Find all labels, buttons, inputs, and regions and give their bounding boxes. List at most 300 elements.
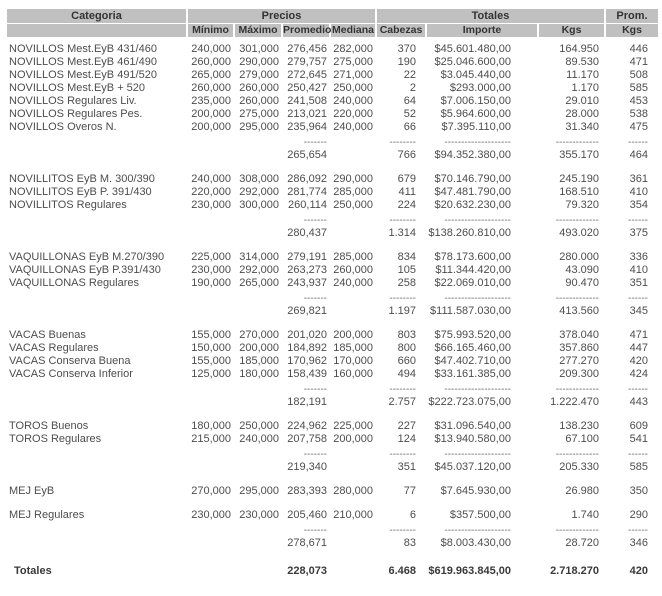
cell-kgs: 205.330 <box>559 461 599 473</box>
header-categoria-spacer <box>7 24 186 37</box>
cell-mediana <box>331 537 375 549</box>
spacer-row <box>7 474 658 484</box>
cell-prom-kgs: 420 <box>629 355 648 367</box>
cell-minimo <box>188 149 233 161</box>
cell-importe: $11.344.420,00 <box>435 264 511 276</box>
cell-maximo: 292,000 <box>239 186 279 198</box>
cell-categoria: NOVILLOS Regulares Pes. <box>9 108 143 120</box>
cell-cabezas: 224 <box>397 199 416 211</box>
cell-cabezas: 411 <box>398 186 416 198</box>
cell-importe: $619.963.845,00 <box>428 565 511 577</box>
cell-prom-kgs: 351 <box>629 277 648 289</box>
table-row <box>7 329 658 341</box>
separator-row <box>7 294 658 304</box>
cell-cabezas: 351 <box>397 461 416 473</box>
cell-kgs: 28.000 <box>565 108 599 120</box>
cell-maximo <box>235 216 281 226</box>
cell-categoria: VAQUILLONAS EyB P.391/430 <box>9 264 161 276</box>
cell-maximo <box>235 537 281 549</box>
cell-promedio: 213,021 <box>287 108 327 120</box>
cell-maximo: 290,000 <box>239 56 279 68</box>
table-row <box>7 485 658 497</box>
spacer-cell <box>7 561 658 564</box>
cell-mediana: 280,000 <box>333 485 373 497</box>
cell-kgs: 280.000 <box>559 251 599 263</box>
cell-cabezas: -------- <box>389 384 416 395</box>
cell-importe: -------------------- <box>444 384 511 395</box>
cell-categoria: NOVILLOS Regulares Liv. <box>9 95 137 107</box>
cell-prom-kgs: 290 <box>629 509 648 521</box>
table-row <box>7 95 658 107</box>
cell-maximo <box>235 461 281 473</box>
cell-promedio: ------- <box>303 293 327 304</box>
cell-prom-kgs: ------ <box>628 384 648 395</box>
cell-minimo <box>188 294 233 304</box>
cell-cabezas: 6 <box>409 509 416 521</box>
cell-categoria: TOROS Buenos <box>9 420 89 432</box>
subtotal-row <box>7 396 658 408</box>
cell-mediana <box>331 216 375 226</box>
cell-promedio: 170,962 <box>287 355 327 367</box>
cell-prom-kgs: 346 <box>629 537 648 549</box>
cell-cabezas: 2 <box>409 82 416 94</box>
cell-categoria: NOVILLITOS EyB M. 300/390 <box>9 173 155 185</box>
cell-importe: $293.000,00 <box>449 82 511 94</box>
cell-kgs: 43.090 <box>565 264 599 276</box>
cell-kgs: ------------- <box>555 384 599 395</box>
cell-cabezas: 105 <box>397 264 416 276</box>
cell-prom-kgs: 375 <box>629 227 648 239</box>
cell-prom-kgs: 354 <box>629 199 648 211</box>
cell-maximo: 230,000 <box>239 509 279 521</box>
cell-importe: $47.402.710,00 <box>434 355 511 367</box>
cell-cabezas: 6.468 <box>388 565 416 577</box>
cell-promedio: 207,758 <box>287 433 327 445</box>
cell-maximo: 240,000 <box>239 433 279 445</box>
table-row <box>7 277 658 289</box>
cell-promedio: 201,020 <box>287 329 327 341</box>
spacer-cell <box>7 162 658 172</box>
cell-minimo <box>188 385 233 395</box>
cell-prom-kgs: ------ <box>628 525 648 536</box>
cell-cabezas: 77 <box>403 485 416 497</box>
table-row <box>7 186 658 198</box>
cell-maximo: 265,000 <box>239 277 279 289</box>
cell-categoria <box>7 294 186 304</box>
cell-categoria: Totales <box>14 565 52 577</box>
header-kgs: Kgs <box>539 24 604 37</box>
cell-categoria: NOVILLITOS Regulares <box>9 199 127 211</box>
cell-prom-kgs: 345 <box>629 305 648 317</box>
header-cabezas: Cabezas <box>377 24 425 37</box>
cell-cabezas: 370 <box>397 43 416 55</box>
cell-promedio: 260,114 <box>288 199 327 211</box>
cell-importe: $7.006.150,00 <box>440 95 511 107</box>
cell-promedio: 286,092 <box>287 173 327 185</box>
cell-importe: $13.940.580,00 <box>434 433 511 445</box>
cell-kgs: 89.530 <box>565 56 599 68</box>
cell-maximo <box>235 526 281 536</box>
cell-mediana: 170,000 <box>333 355 373 367</box>
subtotal-row <box>7 461 658 473</box>
cell-mediana: 185,000 <box>333 342 373 354</box>
cell-maximo: 314,000 <box>239 251 279 263</box>
cell-importe: $7.645.930,00 <box>440 485 511 497</box>
cell-minimo: 125,000 <box>191 368 231 380</box>
cell-cabezas: 124 <box>397 433 416 445</box>
cell-cabezas: 1.197 <box>388 305 416 317</box>
cell-minimo: 200,000 <box>191 108 231 120</box>
cell-importe: $25.046.600,00 <box>434 56 511 68</box>
cell-kgs: 31.340 <box>565 121 599 133</box>
cell-minimo: 180,000 <box>191 420 231 432</box>
cell-minimo <box>188 396 233 408</box>
cell-promedio: 269,821 <box>287 305 327 317</box>
header-gap <box>7 38 658 42</box>
cell-minimo: 240,000 <box>191 43 231 55</box>
cell-cabezas: 2.757 <box>388 396 416 408</box>
spacer-row <box>7 318 658 328</box>
cell-categoria: NOVILLOS Mest.EyB + 520 <box>9 82 146 94</box>
cell-promedio: 265,654 <box>287 149 327 161</box>
spacer-cell <box>7 550 658 560</box>
cell-categoria <box>7 526 186 536</box>
cell-promedio: 279,191 <box>287 251 327 263</box>
cell-prom-kgs: 446 <box>629 43 648 55</box>
cell-categoria <box>7 149 186 161</box>
cell-categoria: MEJ EyB <box>9 485 55 497</box>
cell-promedio: 278,671 <box>287 537 327 549</box>
spacer-cell <box>7 409 658 419</box>
cell-mediana: 240,000 <box>333 95 373 107</box>
cell-maximo <box>235 138 281 148</box>
table-row <box>7 368 658 380</box>
cell-mediana: 240,000 <box>333 121 373 133</box>
cell-categoria <box>7 305 186 317</box>
cell-importe: $78.173.600,00 <box>434 251 511 263</box>
cell-categoria: NOVILLOS Mest.EyB 491/520 <box>9 69 157 81</box>
cell-kgs: 277.270 <box>559 355 599 367</box>
spacer-row <box>7 498 658 508</box>
table-row <box>7 56 658 68</box>
cell-cabezas: 1.314 <box>388 227 416 239</box>
cell-promedio: 184,892 <box>287 342 327 354</box>
cell-maximo: 295,000 <box>239 121 279 133</box>
cell-kgs: 357.860 <box>559 342 599 354</box>
cell-promedio: 263,273 <box>287 264 327 276</box>
separator-row <box>7 385 658 395</box>
cell-minimo: 260,000 <box>191 56 231 68</box>
cell-prom-kgs: 585 <box>629 82 648 94</box>
cell-promedio: 241,508 <box>287 95 327 107</box>
cell-maximo <box>235 396 281 408</box>
cell-promedio: 276,456 <box>287 43 327 55</box>
separator-row <box>7 216 658 226</box>
cell-importe: $70.146.790,00 <box>434 173 511 185</box>
cell-mediana: 250,000 <box>333 82 373 94</box>
cell-minimo <box>188 227 233 239</box>
cell-mediana <box>331 149 375 161</box>
cell-categoria: MEJ Regulares <box>9 509 85 521</box>
cell-mediana <box>331 450 375 460</box>
cell-minimo: 155,000 <box>191 329 231 341</box>
cell-mediana: 260,000 <box>333 264 373 276</box>
header-precios: Precios <box>188 9 375 23</box>
cell-kgs: 2.718.270 <box>550 565 599 577</box>
table-row <box>7 82 658 94</box>
cell-promedio: ------- <box>303 384 327 395</box>
cell-cabezas: -------- <box>389 137 416 148</box>
cell-kgs: 90.470 <box>565 277 599 289</box>
spacer-row <box>7 561 658 564</box>
cell-cabezas: -------- <box>389 215 416 226</box>
cell-cabezas: -------- <box>389 525 416 536</box>
table-row <box>7 121 658 133</box>
cell-minimo <box>188 305 233 317</box>
cell-minimo <box>188 526 233 536</box>
cell-importe: $222.723.075,00 <box>428 396 511 408</box>
table-row <box>7 43 658 55</box>
cell-minimo <box>188 461 233 473</box>
cell-maximo <box>235 305 281 317</box>
cell-cabezas: 800 <box>397 342 416 354</box>
cell-kgs: ------------- <box>555 293 599 304</box>
cell-maximo: 260,000 <box>239 95 279 107</box>
cell-kgs: 164.950 <box>559 43 599 55</box>
cell-minimo <box>188 565 233 577</box>
cell-promedio: 219,340 <box>287 461 327 473</box>
cell-kgs: 378.040 <box>559 329 599 341</box>
cell-mediana: 225,000 <box>333 420 373 432</box>
separator-row <box>7 138 658 148</box>
cell-importe: $66.165.460,00 <box>434 342 511 354</box>
cell-categoria: VACAS Conserva Inferior <box>9 368 133 380</box>
cell-mediana: 200,000 <box>333 329 373 341</box>
cell-maximo: 279,000 <box>239 69 279 81</box>
cell-cabezas: 52 <box>403 108 416 120</box>
cell-kgs: 26.980 <box>565 485 599 497</box>
cell-categoria <box>7 537 186 549</box>
cell-prom-kgs: 471 <box>629 329 648 341</box>
cell-maximo <box>235 450 281 460</box>
header-minimo: Mínimo <box>188 24 233 37</box>
spacer-row <box>7 240 658 250</box>
cell-kgs: 79.320 <box>565 199 599 211</box>
cell-kgs: ------------- <box>555 449 599 460</box>
header-importe: Importe <box>427 24 537 37</box>
table-row <box>7 342 658 354</box>
table-row <box>7 108 658 120</box>
cell-cabezas: 22 <box>403 69 416 81</box>
cell-prom-kgs: ------ <box>628 137 648 148</box>
cell-cabezas: 494 <box>397 368 416 380</box>
cell-importe: $31.096.540,00 <box>434 420 511 432</box>
cell-minimo: 230,000 <box>191 199 231 211</box>
cell-mediana: 271,000 <box>333 69 373 81</box>
cell-categoria <box>7 396 186 408</box>
cell-categoria: VACAS Regulares <box>9 342 99 354</box>
cell-mediana: 220,000 <box>333 108 373 120</box>
cell-maximo: 180,000 <box>239 368 279 380</box>
spacer-row <box>7 550 658 560</box>
cell-kgs: ------------- <box>555 137 599 148</box>
cell-minimo: 215,000 <box>191 433 231 445</box>
cell-promedio: ------- <box>303 525 327 536</box>
cell-mediana <box>331 461 375 473</box>
cell-minimo: 235,000 <box>191 95 231 107</box>
cell-prom-kgs: 541 <box>629 433 648 445</box>
cell-mediana <box>331 396 375 408</box>
cell-prom-kgs: ------ <box>628 215 648 226</box>
table-row <box>7 69 658 81</box>
cell-mediana: 210,000 <box>333 509 373 521</box>
cell-mediana: 290,000 <box>333 173 373 185</box>
cell-mediana <box>331 526 375 536</box>
spacer-cell <box>7 474 658 484</box>
table-row <box>7 420 658 432</box>
cell-categoria: NOVILLITOS EyB P. 391/430 <box>9 186 152 198</box>
cell-categoria: VACAS Buenas <box>9 329 86 341</box>
cell-categoria <box>7 385 186 395</box>
cell-mediana: 240,000 <box>333 277 373 289</box>
header-group-row <box>7 9 658 23</box>
cell-cabezas: 64 <box>403 95 416 107</box>
cell-kgs: 67.100 <box>565 433 599 445</box>
cell-prom-kgs: 453 <box>629 95 648 107</box>
cell-kgs: 138.230 <box>559 420 599 432</box>
cell-maximo: 200,000 <box>239 342 279 354</box>
separator-row <box>7 450 658 460</box>
cell-minimo: 200,000 <box>191 121 231 133</box>
cell-cabezas: 66 <box>403 121 416 133</box>
cell-maximo: 270,000 <box>239 329 279 341</box>
cell-prom-kgs: ------ <box>628 293 648 304</box>
subtotal-row <box>7 537 658 549</box>
table-row <box>7 433 658 445</box>
cell-mediana <box>331 305 375 317</box>
cell-promedio: 228,073 <box>287 565 327 577</box>
cell-minimo: 265,000 <box>191 69 231 81</box>
cell-prom-kgs: 464 <box>629 149 648 161</box>
cell-importe: $75.993.520,00 <box>434 329 511 341</box>
cell-categoria: NOVILLOS Overos N. <box>9 121 117 133</box>
table-row <box>7 355 658 367</box>
cell-maximo: 301,000 <box>239 43 279 55</box>
spacer-cell <box>7 240 658 250</box>
cell-promedio: 205,460 <box>287 509 327 521</box>
cell-promedio: ------- <box>303 137 327 148</box>
cell-minimo: 225,000 <box>191 251 231 263</box>
cell-mediana: 160,000 <box>333 368 373 380</box>
header-maximo: Máximo <box>235 24 281 37</box>
spacer-cell <box>7 318 658 328</box>
table-row <box>7 173 658 185</box>
cell-minimo <box>188 216 233 226</box>
market-report-table <box>5 8 660 578</box>
cell-minimo: 230,000 <box>191 509 231 521</box>
cell-prom-kgs: ------ <box>628 449 648 460</box>
cell-maximo <box>235 149 281 161</box>
cell-minimo: 190,000 <box>191 277 231 289</box>
cell-maximo <box>235 227 281 239</box>
cell-minimo: 270,000 <box>191 485 231 497</box>
cell-maximo <box>235 294 281 304</box>
header-categoria: Categoria <box>7 9 186 23</box>
cell-promedio: 283,393 <box>287 485 327 497</box>
cell-mediana <box>331 138 375 148</box>
cell-mediana: 282,000 <box>333 43 373 55</box>
cell-promedio: 279,757 <box>287 56 327 68</box>
cell-importe: $33.161.385,00 <box>434 368 511 380</box>
cell-prom-kgs: 336 <box>629 251 648 263</box>
cell-maximo <box>235 565 281 577</box>
cell-importe: $7.395.110,00 <box>441 121 511 133</box>
cell-categoria: VAQUILLONAS Regulares <box>9 277 140 289</box>
cell-kgs: 209.300 <box>559 368 599 380</box>
spacer-row <box>7 162 658 172</box>
cell-promedio: 235,964 <box>287 121 327 133</box>
cell-minimo: 220,000 <box>191 186 231 198</box>
cell-mediana <box>331 385 375 395</box>
cell-maximo: 260,000 <box>239 82 279 94</box>
spacer-row <box>7 409 658 419</box>
cell-maximo: 185,000 <box>239 355 279 367</box>
cell-categoria <box>7 227 186 239</box>
cell-prom-kgs: 475 <box>629 121 648 133</box>
cell-importe: $357.500,00 <box>449 509 511 521</box>
cell-importe: $47.481.790,00 <box>434 186 511 198</box>
cell-prom-kgs: 471 <box>629 56 648 68</box>
cell-minimo: 155,000 <box>191 355 231 367</box>
cell-promedio: 281,774 <box>287 186 327 198</box>
cell-cabezas: 83 <box>403 537 416 549</box>
cell-cabezas: -------- <box>389 293 416 304</box>
cell-kgs: 245.190 <box>559 173 599 185</box>
header-promedio: Promedio <box>283 24 332 36</box>
cell-maximo: 275,000 <box>239 108 279 120</box>
cell-promedio: 272,645 <box>287 69 327 81</box>
cell-prom-kgs: 410 <box>629 264 648 276</box>
report-body <box>7 43 658 577</box>
cell-minimo <box>188 138 233 148</box>
cell-promedio: 243,937 <box>287 277 327 289</box>
header-mediana: Mediana <box>331 24 374 36</box>
cell-minimo: 260,000 <box>191 82 231 94</box>
cell-maximo: 308,000 <box>239 173 279 185</box>
cell-kgs: 355.170 <box>559 149 599 161</box>
cell-kgs: 11.170 <box>566 69 599 81</box>
table-row <box>7 199 658 211</box>
cell-mediana <box>331 565 375 577</box>
header-prom: Prom. <box>606 9 658 23</box>
header-totales: Totales <box>377 9 604 23</box>
cell-promedio: ------- <box>303 215 327 226</box>
cell-prom-kgs: 585 <box>629 461 648 473</box>
cell-importe: -------------------- <box>444 293 511 304</box>
cell-prom-kgs: 424 <box>629 368 648 380</box>
subtotal-row <box>7 149 658 161</box>
cell-importe: $20.632.230,00 <box>434 199 511 211</box>
header-sub-row <box>7 24 658 37</box>
cell-prom-kgs: 361 <box>629 173 648 185</box>
cell-importe: $138.260.810,00 <box>428 227 511 239</box>
cell-cabezas: 190 <box>397 56 416 68</box>
cell-categoria <box>7 450 186 460</box>
cell-maximo <box>235 385 281 395</box>
cell-categoria: NOVILLOS Mest.EyB 461/490 <box>9 56 157 68</box>
cell-maximo: 300,000 <box>239 199 279 211</box>
cell-cabezas: 834 <box>397 251 416 263</box>
